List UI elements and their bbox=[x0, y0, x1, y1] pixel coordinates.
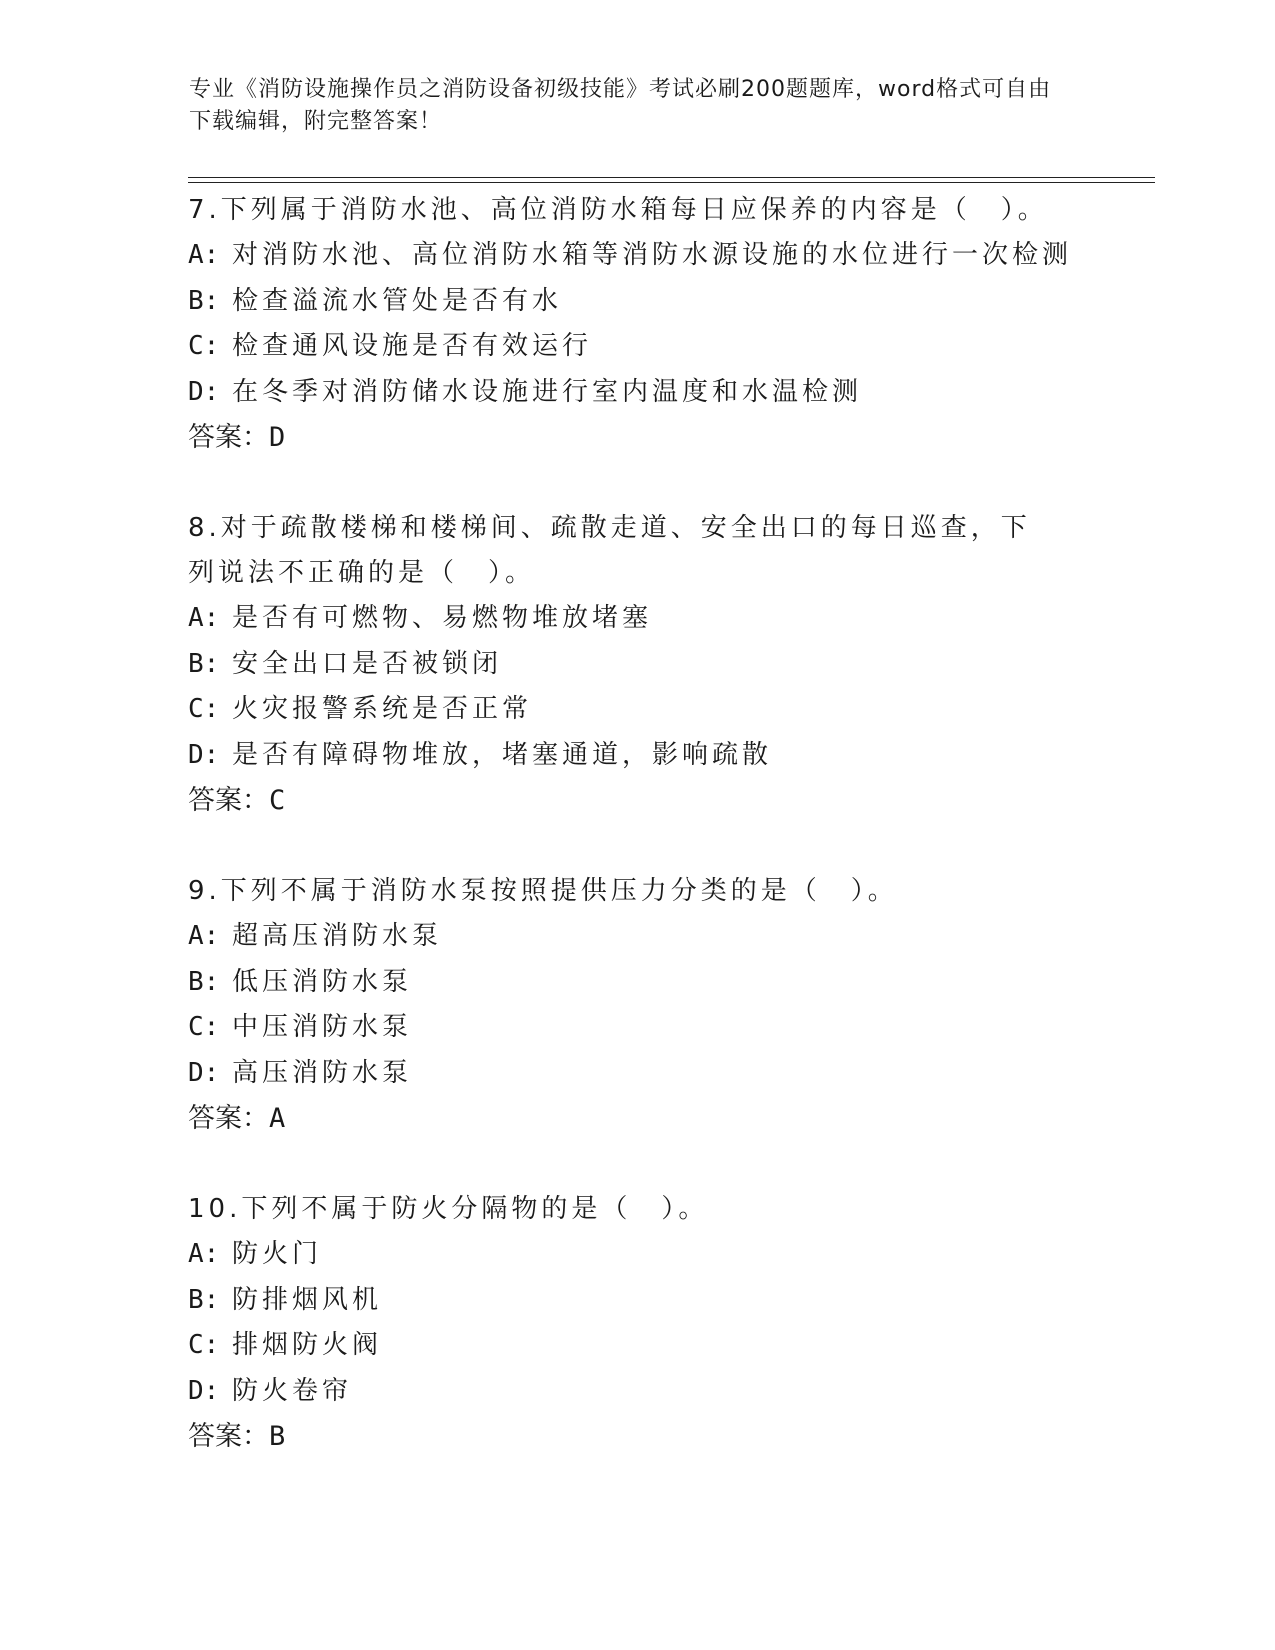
option-letter: D: bbox=[188, 376, 220, 407]
question-stem: 7.下列属于消防水池、高位消防水箱每日应保养的内容是（ ）。 bbox=[188, 195, 1048, 225]
option-text: 是否有可燃物、易燃物堆放堵塞 bbox=[232, 603, 653, 633]
option-c bbox=[188, 1005, 1088, 1051]
option-letter: B: bbox=[188, 648, 220, 679]
spacer bbox=[188, 1142, 1088, 1187]
option-a bbox=[188, 914, 1088, 960]
option-b bbox=[188, 960, 1088, 1006]
question-10 bbox=[188, 1187, 1088, 1460]
option-text: 低压消防水泵 bbox=[232, 966, 413, 997]
option-letter: B: bbox=[188, 285, 220, 316]
option-letter: D: bbox=[188, 739, 220, 770]
spacer bbox=[188, 824, 1088, 869]
option-d bbox=[188, 370, 1088, 416]
header-divider-top bbox=[188, 177, 1155, 178]
document-header: 专业《消防设施操作员之消防设备初级技能》考试必刷200题题库，word格式可自由下载编辑，附完整答案！ bbox=[189, 77, 1052, 134]
option-text: 是否有障碍物堆放，堵塞通道，影响疏散 bbox=[232, 739, 773, 770]
option-a bbox=[188, 596, 1088, 642]
option-d bbox=[188, 1051, 1088, 1097]
option-a bbox=[188, 1232, 1088, 1278]
option-letter: A: bbox=[188, 240, 220, 270]
option-text: 排烟防火阀 bbox=[232, 1330, 383, 1360]
answer-value: D bbox=[269, 422, 286, 453]
option-b bbox=[188, 1278, 1088, 1324]
question-stem: 8.对于疏散楼梯和楼梯间、疏散走道、安全出口的每日巡查，下列说法不正确的是（ ）。 bbox=[188, 513, 1031, 588]
option-d bbox=[188, 1369, 1088, 1415]
answer-line bbox=[188, 1096, 1088, 1142]
option-a bbox=[188, 233, 1088, 279]
option-text: 高压消防水泵 bbox=[232, 1057, 413, 1088]
option-text: 检查溢流水管处是否有水 bbox=[232, 285, 563, 316]
option-letter: A: bbox=[188, 921, 220, 951]
option-text: 防火卷帘 bbox=[232, 1375, 353, 1406]
option-letter: A: bbox=[188, 603, 220, 633]
question-stem: 9.下列不属于消防水泵按照提供压力分类的是（ ）。 bbox=[188, 876, 898, 906]
spacer bbox=[188, 461, 1088, 506]
option-text: 中压消防水泵 bbox=[232, 1012, 413, 1042]
option-letter: D: bbox=[188, 1057, 220, 1088]
answer-value: C bbox=[269, 785, 286, 816]
option-text: 防排烟风机 bbox=[232, 1284, 383, 1315]
question-9 bbox=[188, 869, 1088, 1142]
option-letter: C: bbox=[188, 1012, 220, 1042]
question-7 bbox=[188, 188, 1088, 461]
answer-line bbox=[188, 415, 1088, 461]
option-letter: D: bbox=[188, 1375, 220, 1406]
question-stem: 10.下列不属于防火分隔物的是（ ）。 bbox=[188, 1194, 709, 1224]
answer-label: 答案： bbox=[188, 785, 269, 816]
answer-label: 答案： bbox=[188, 422, 269, 453]
option-letter: A: bbox=[188, 1239, 220, 1269]
option-c bbox=[188, 1323, 1088, 1369]
answer-value: B bbox=[269, 1421, 286, 1452]
question-list bbox=[188, 188, 1088, 1460]
option-c bbox=[188, 687, 1088, 733]
header-divider-bottom bbox=[188, 182, 1155, 183]
answer-label: 答案： bbox=[188, 1421, 269, 1452]
option-letter: C: bbox=[188, 331, 220, 361]
answer-label: 答案： bbox=[188, 1103, 269, 1134]
option-text: 检查通风设施是否有效运行 bbox=[232, 331, 593, 361]
option-d bbox=[188, 733, 1088, 779]
option-text: 防火门 bbox=[232, 1239, 323, 1269]
option-text: 对消防水池、高位消防水箱等消防水源设施的水位进行一次检测 bbox=[232, 240, 1073, 270]
option-letter: B: bbox=[188, 1284, 220, 1315]
answer-line bbox=[188, 1414, 1088, 1460]
option-text: 火灾报警系统是否正常 bbox=[232, 694, 533, 724]
option-letter: B: bbox=[188, 966, 220, 997]
option-b bbox=[188, 279, 1088, 325]
option-text: 超高压消防水泵 bbox=[232, 921, 443, 951]
option-letter: C: bbox=[188, 1330, 220, 1360]
answer-line bbox=[188, 778, 1088, 824]
option-letter: C: bbox=[188, 694, 220, 724]
question-8 bbox=[188, 506, 1088, 824]
option-text: 在冬季对消防储水设施进行室内温度和水温检测 bbox=[232, 376, 863, 407]
option-c bbox=[188, 324, 1088, 370]
option-b bbox=[188, 642, 1088, 688]
option-text: 安全出口是否被锁闭 bbox=[232, 648, 503, 679]
answer-value: A bbox=[269, 1103, 286, 1134]
